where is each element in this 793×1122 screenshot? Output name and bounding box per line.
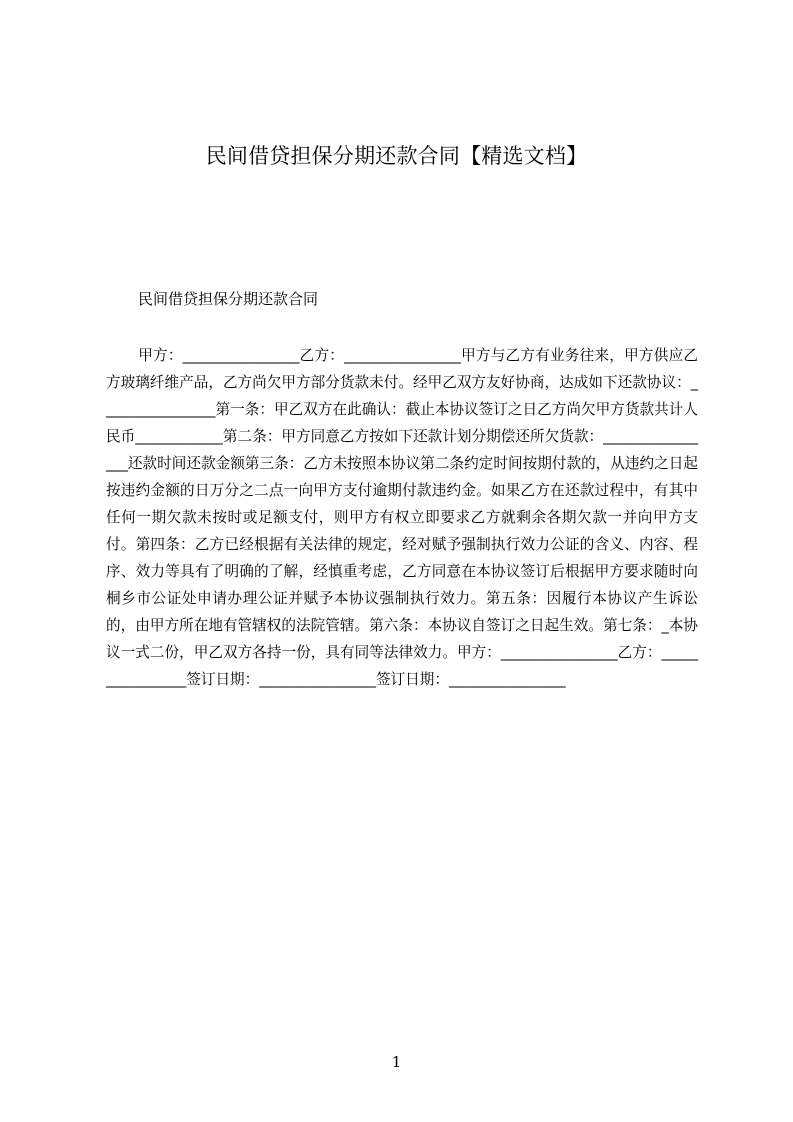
contract-subtitle: 民间借贷担保分期还款合同 <box>138 290 319 308</box>
contract-body-text: 甲方：________________乙方：________________甲方与乙方有业务往来，甲方供应乙方玻璃纤维产品，乙方尚欠甲方部分货款未付。经甲乙双方友好协商，达成如下还款协议：________________第一条：甲乙双方在此确认：截止本协议签订之日乙方尚欠甲方货款共计人民币____________第二条：甲方同意乙方按如下还款计划分期偿还所欠货款：________________还款时间还款金额第三条：乙方未按照本协议第二条约定时间按期付款的，从违约之日起按违约金额的日万分之二点一向甲方支付逾期付款违约金。如果乙方在还款过程中，有其中任何一期欠款未按时或足额支付，则甲方有权立即要求乙方就剩余各期欠款一并向甲方支付。第四条：乙方已经根据有关法律的规定，经对赋予强制执行效力公证的含义、内容、程序、效力等具有了明确的了解，经慎重考虑，乙方同意在本协议签订后根据甲方要求随时向桐乡市公证处申请办理公证并赋予本协议强制执行效力。第五条：因履行本协议产生诉讼的，由甲方所在地有管辖权的法院管辖。第六条：本协议自签订之日起生效。第七条：_本协议一式二份，甲乙双方各持一份，具有同等法律效力。甲方：________________乙方：________________签订日期：________________签订日期：________________ <box>106 347 698 688</box>
contract-body <box>106 342 698 693</box>
document-title: 民间借贷担保分期还款合同【精选文档】 <box>205 144 588 168</box>
page-number: 1 <box>391 1053 402 1071</box>
